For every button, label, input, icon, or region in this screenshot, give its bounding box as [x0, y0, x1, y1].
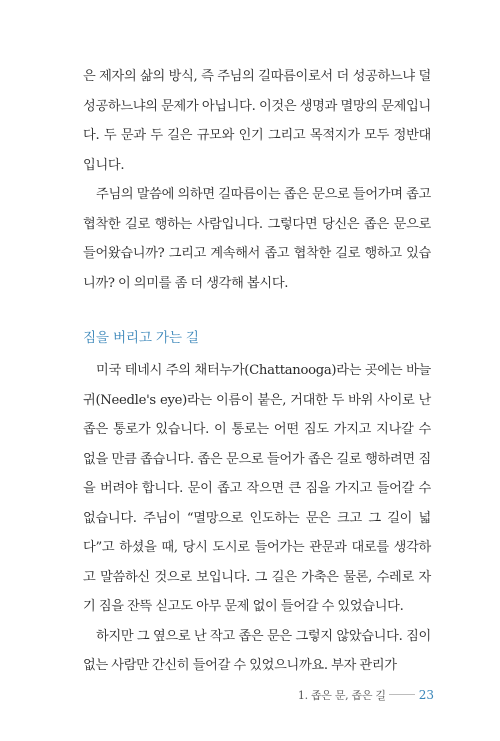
- page-number: 23: [418, 688, 434, 702]
- page-footer: [298, 687, 434, 703]
- section-heading: 짐을 버리고 가는 길: [83, 330, 199, 346]
- running-footer-chapter: 1. 좁은 문, 좁은 길: [297, 689, 386, 702]
- paragraph-3: 미국 테네시 주의 채터누가(Chattanooga)라는 곳에는 바늘귀(Needle's eye)라는 이름이 붙은, 거대한 두 바위 사이로 난 좁은 통로가 있습니다. 이 통로는 어떤 짐도 가지고 지나갈 수 없을 만큼 좁습니다. 좁은 문으로 들어가 좁은 길로 행하려면 짐을 버려야 합니다. 문이 좁고 작으면 큰 짐을 가지고 들어갈 수 없습니다. 주님이 “멸망으로 인도하는 문은 크고 그 길이 넓다”고 하셨을 때, 당시 도시로 들어가는 관문과 대로를 생각하고 말씀하신 것으로 보입니다. 그 길은 가축은 물론, 수레로 자기 짐을 잔뜩 싣고도 아무 문제 없이 들어갈 수 있었습니다.: [83, 363, 431, 614]
- footer-divider: [389, 694, 415, 695]
- paragraph-2: 주님의 말씀에 의하면 길따름이는 좁은 문으로 들어가며 좁고 협착한 길로 행하는 사람입니다. 그렇다면 당신은 좁은 문으로 들어왔습니까? 그리고 계속해서 좁고 협착한 길로 행하고 있습니까? 이 의미를 좀 더 생각해 봅시다.: [83, 187, 431, 291]
- paragraph-1: 은 제자의 삶의 방식, 즉 주님의 길따름이로서 더 성공하느냐 덜 성공하느냐의 문제가 아닙니다. 이것은 생명과 멸망의 문제입니다. 두 문과 두 길은 규모와 인기 그리고 목적지가 모두 정반대입니다.: [83, 69, 431, 173]
- page-body: [83, 62, 431, 681]
- paragraph-4: 하지만 그 옆으로 난 작고 좁은 문은 그렇지 않았습니다. 짐이 없는 사람만 간신히 들어갈 수 있었으니까요. 부자 관리가: [83, 628, 431, 673]
